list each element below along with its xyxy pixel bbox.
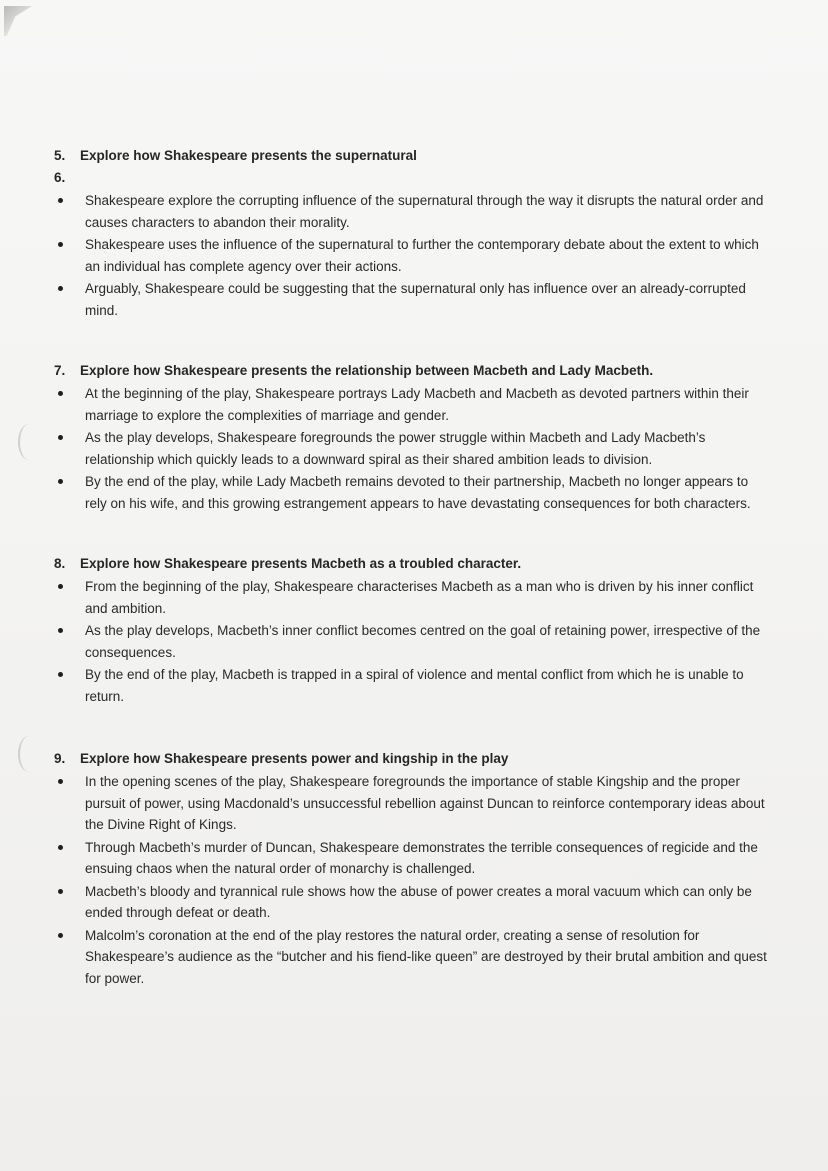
question-section bbox=[54, 168, 770, 321]
page-corner-fold bbox=[4, 6, 32, 36]
question-number: 6. bbox=[54, 170, 66, 185]
bullet-point bbox=[54, 278, 770, 321]
bullet-point bbox=[54, 471, 770, 514]
bullet-text: From the beginning of the play, Shakespeare characterises Macbeth as a man who is driven by his inner conflict and ambition. bbox=[85, 579, 754, 616]
bullet-point bbox=[54, 234, 770, 277]
bullet-point bbox=[54, 576, 770, 619]
bullet-point bbox=[54, 664, 770, 707]
bullet-text: In the opening scenes of the play, Shakespeare foregrounds the importance of stable Kingship and the proper pursuit of power, using Macdonald’s unsuccessful rebellion against Duncan to reinforce contemporary ideas about the Divine Right of Kings. bbox=[85, 774, 765, 832]
question-section bbox=[54, 749, 770, 989]
question-heading bbox=[54, 749, 770, 769]
question-heading bbox=[54, 146, 770, 166]
question-section bbox=[54, 361, 770, 514]
question-number: 5. bbox=[54, 148, 66, 163]
bullet-icon bbox=[54, 620, 85, 663]
bullet-icon bbox=[54, 837, 85, 880]
bullet-text: By the end of the play, while Lady Macbeth remains devoted to their partnership, Macbeth no longer appears to rely on his wife, and this growing estrangement appears to have devastating consequences for both characters. bbox=[85, 474, 751, 511]
bullet-text: Malcolm’s coronation at the end of the play restores the natural order, creating a sense of resolution for Shakespeare’s audience as the “butcher and his fiend-like queen” are destroyed by their brutal ambition and quest for power. bbox=[85, 927, 767, 986]
bullet-point bbox=[54, 383, 770, 426]
bullet-point bbox=[54, 881, 770, 924]
question-heading bbox=[54, 554, 770, 574]
bullet-point bbox=[54, 925, 770, 990]
document-content bbox=[54, 146, 770, 989]
bullet-text: Shakespeare explore the corrupting influence of the supernatural through the way it disrupts the natural order and causes characters to abandon their morality. bbox=[85, 193, 764, 230]
bullet-text: Shakespeare uses the influence of the supernatural to further the contemporary debate about the extent to which an individual has complete agency over their actions. bbox=[85, 237, 759, 274]
question-heading bbox=[54, 361, 770, 381]
question-title: Explore how Shakespeare presents the relationship between Macbeth and Lady Macbeth. bbox=[80, 363, 654, 378]
bullet-icon bbox=[54, 925, 85, 990]
bullet-text: Through Macbeth’s murder of Duncan, Shakespeare demonstrates the terrible consequences of regicide and the ensuing chaos when the natural order of monarchy is challenged. bbox=[85, 839, 758, 876]
bullet-point bbox=[54, 427, 770, 470]
bullet-text: As the play develops, Shakespeare foregrounds the power struggle within Macbeth and Lady Macbeth’s relationship which quickly leads to a downward spiral as their shared ambition leads to division. bbox=[85, 430, 706, 467]
bullet-icon bbox=[54, 664, 85, 707]
punch-hole bbox=[18, 424, 40, 460]
bullet-icon bbox=[54, 190, 85, 233]
bullet-icon bbox=[54, 278, 85, 321]
bullet-icon bbox=[54, 881, 85, 924]
question-number: 9. bbox=[54, 751, 66, 766]
bullet-text: By the end of the play, Macbeth is trapped in a spiral of violence and mental conflict from which he is unable to return. bbox=[85, 667, 744, 704]
bullet-icon bbox=[54, 234, 85, 277]
question-title: Explore how Shakespeare presents Macbeth as a troubled character. bbox=[80, 556, 522, 571]
bullet-point bbox=[54, 771, 770, 836]
bullet-point bbox=[54, 620, 770, 663]
question-number: 7. bbox=[54, 363, 66, 378]
question-number: 8. bbox=[54, 556, 66, 571]
question-title: Explore how Shakespeare presents the supernatural bbox=[80, 148, 417, 163]
question-section bbox=[54, 554, 770, 707]
question-title: Explore how Shakespeare presents power and kingship in the play bbox=[80, 751, 509, 766]
question-section bbox=[54, 146, 770, 166]
bullet-text: As the play develops, Macbeth’s inner conflict becomes centred on the goal of retaining power, irrespective of the consequences. bbox=[85, 623, 761, 660]
bullet-icon bbox=[54, 427, 85, 470]
punch-hole bbox=[18, 736, 40, 772]
bullet-icon bbox=[54, 576, 85, 619]
bullet-point bbox=[54, 190, 770, 233]
bullet-icon bbox=[54, 471, 85, 514]
question-heading bbox=[54, 168, 770, 188]
bullet-text: At the beginning of the play, Shakespeare portrays Lady Macbeth and Macbeth as devoted partners within their marriage to explore the complexities of marriage and gender. bbox=[85, 386, 749, 423]
bullet-icon bbox=[54, 383, 85, 426]
bullet-text: Macbeth’s bloody and tyrannical rule shows how the abuse of power creates a moral vacuum which can only be ended through defeat or death. bbox=[85, 883, 752, 920]
bullet-text: Arguably, Shakespeare could be suggesting that the supernatural only has influence over an already-corrupted mind. bbox=[85, 281, 746, 318]
bullet-icon bbox=[54, 771, 85, 836]
bullet-point bbox=[54, 837, 770, 880]
